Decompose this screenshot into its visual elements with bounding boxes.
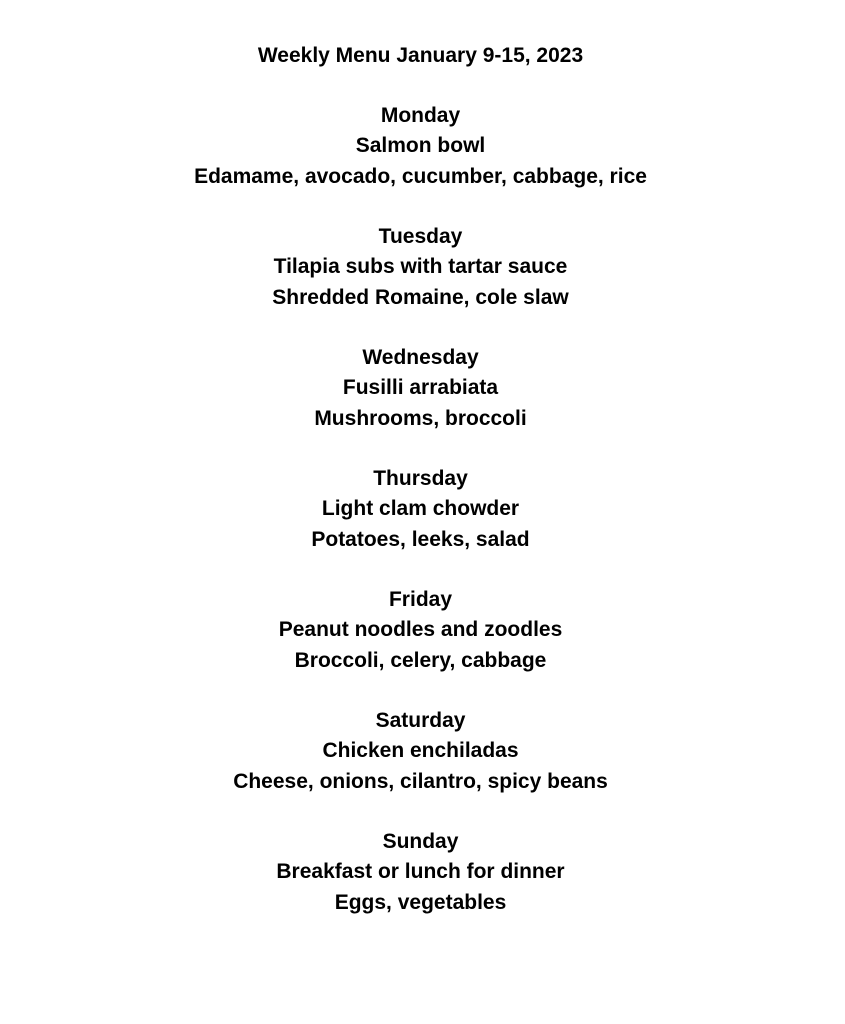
menu-title: Weekly Menu January 9-15, 2023 <box>257 44 584 67</box>
day-block-friday <box>0 585 841 677</box>
day-name: Monday <box>380 104 461 127</box>
day-block-saturday <box>0 706 841 798</box>
meal-name: Tilapia subs with tartar sauce <box>273 255 568 278</box>
meal-name: Breakfast or lunch for dinner <box>276 860 565 883</box>
day-name: Saturday <box>375 709 466 732</box>
meal-name: Salmon bowl <box>355 134 486 157</box>
meal-sides: Eggs, vegetables <box>334 891 507 914</box>
meal-name: Light clam chowder <box>321 497 520 520</box>
meal-sides: Broccoli, celery, cabbage <box>294 649 547 672</box>
day-name: Friday <box>388 588 453 611</box>
day-block-tuesday <box>0 222 841 314</box>
meal-sides: Edamame, avocado, cucumber, cabbage, rice <box>194 165 647 188</box>
day-block-monday <box>0 101 841 193</box>
meal-sides: Shredded Romaine, cole slaw <box>272 286 569 309</box>
day-name: Tuesday <box>378 225 463 248</box>
day-name: Sunday <box>382 830 459 853</box>
meal-sides: Cheese, onions, cilantro, spicy beans <box>233 770 608 793</box>
day-name: Wednesday <box>362 346 479 369</box>
day-block-wednesday <box>0 343 841 435</box>
meal-name: Chicken enchiladas <box>322 739 519 762</box>
day-block-sunday <box>0 827 841 919</box>
day-block-thursday <box>0 464 841 556</box>
meal-sides: Mushrooms, broccoli <box>314 407 527 430</box>
meal-sides: Potatoes, leeks, salad <box>311 528 530 551</box>
meal-name: Peanut noodles and zoodles <box>278 618 563 641</box>
day-name: Thursday <box>373 467 468 490</box>
meal-name: Fusilli arrabiata <box>342 376 499 399</box>
